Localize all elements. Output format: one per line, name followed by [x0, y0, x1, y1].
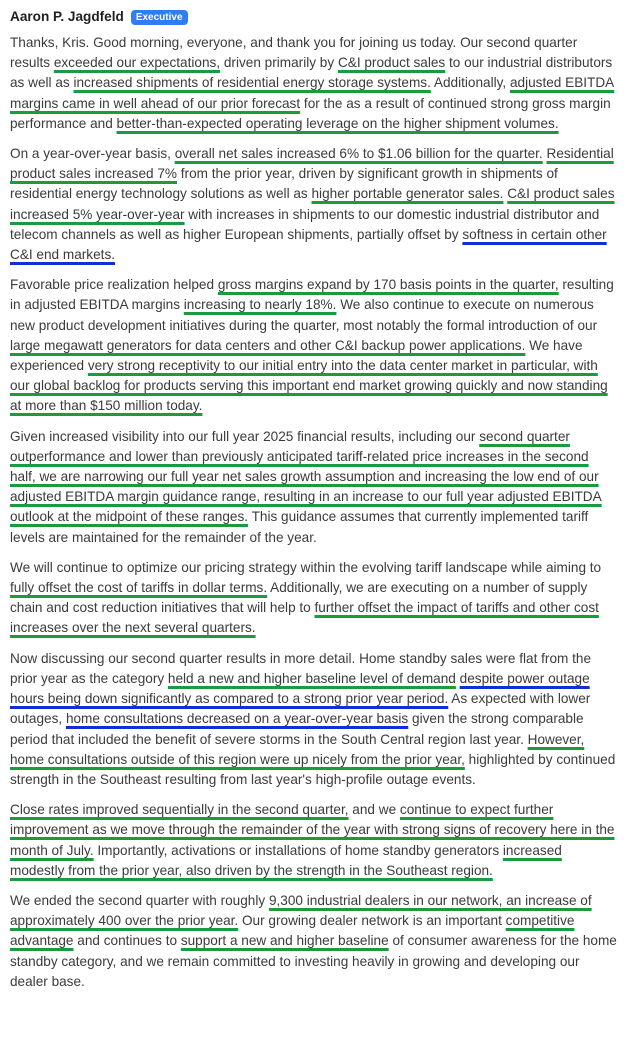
green-highlight: held a new and higher baseline level of demand — [167, 670, 456, 686]
paragraph-text: Thanks, Kris. Good morning, everyone, and thank you for joining us today. Our second quarter results — [10, 35, 578, 71]
paragraph-text: Additionally, — [430, 75, 510, 91]
paragraph-text: Favorable price realization helped — [10, 277, 218, 293]
transcript-paragraph — [10, 33, 617, 134]
green-highlight: C&I product sales — [337, 55, 446, 71]
green-highlight: higher portable generator sales. — [311, 186, 504, 202]
paragraph-text: Additionally, we are executing on a number of supply chain and cost reduction initiatives that will help to — [10, 580, 588, 616]
blue-highlight: softness in certain other C&I end markets. — [10, 226, 607, 263]
paragraph-text: driven primarily by — [220, 55, 338, 71]
green-highlight: 9,300 industrial dealers in our network, an increase of approximately 400 over the prior year. — [10, 892, 592, 929]
green-highlight: exceeded our expectations, — [53, 55, 221, 71]
paragraph-text: On a year-over-year basis, — [10, 146, 175, 162]
green-highlight: large megawatt generators for data centers and other C&I backup power applications. — [10, 337, 526, 353]
green-highlight: gross margins expand by 170 basis points in the quarter, — [217, 277, 559, 293]
paragraph-text: Our growing dealer network is an important — [238, 913, 506, 929]
speaker-name: Aaron P. Jagdfeld — [10, 8, 124, 24]
green-highlight: very strong receptivity to our initial entry into the data center market in particular, with our global backlog for products serving this important end market growing quickly and now standing at more than $150 million today. — [10, 358, 608, 414]
green-highlight: continue to expect further improvement as we move through the remainder of the year with strong signs of recovery here in the month of July. — [10, 802, 615, 858]
speaker-header — [10, 8, 617, 26]
green-highlight: adjusted EBITDA margins came in well ahead of our prior forecast — [10, 75, 615, 111]
transcript-paragraph — [10, 275, 617, 416]
transcript-body — [10, 33, 617, 992]
blue-highlight: despite power outage hours being down significantly as compared to a strong prior year period. — [10, 670, 590, 707]
paragraph-text: highlighted by continued strength in the Southeast resulting from last year's high-profile outage events. — [10, 751, 616, 787]
role-badge: Executive — [131, 10, 188, 25]
green-highlight: further offset the impact of tariffs and other cost increases over the next several quarters. — [10, 600, 599, 636]
paragraph-text: We have experienced — [10, 337, 583, 374]
transcript-paragraph — [10, 144, 617, 265]
transcript-paragraph — [10, 891, 617, 992]
green-highlight: increasing to nearly 18%. — [183, 297, 337, 313]
paragraph-text: with increases in shipments to our domestic industrial distributor and telecom channels as well as higher European shipments, partially offset by — [10, 206, 600, 242]
paragraph-text: of consumer awareness for the home standby category, and we remain committed to investing heavily in growing and developing our dealer base. — [10, 933, 617, 989]
green-highlight: fully offset the cost of tariffs in dollar terms. — [10, 580, 268, 596]
paragraph-text: We also continue to execute on numerous new product development initiatives during the quarter, most notably the formal introduction of our — [10, 297, 598, 333]
paragraph-text: Importantly, activations or installations of home standby generators — [93, 842, 503, 858]
green-highlight: second quarter outperformance and lower than previously anticipated tariff-related price increases in the second half, we are narrowing our full year net sales growth assumption and increasing the low end of our adjusted EBITDA margin guidance range, resulting in an increase to our full year adjusted EBITDA outlook at the midpoint of these ranges. — [10, 428, 602, 525]
transcript-paragraph — [10, 427, 617, 548]
green-highlight: overall net sales increased 6% to $1.06 billion for the quarter. — [174, 146, 543, 162]
paragraph-text: As expected with lower outages, — [10, 691, 591, 727]
green-highlight: competitive advantage — [10, 913, 575, 949]
paragraph-text: We will continue to optimize our pricing strategy within the evolving tariff landscape while aiming to — [10, 559, 602, 575]
paragraph-text: to our industrial distributors as well as — [10, 55, 613, 91]
paragraph-text: for the as a result of continued strong gross margin performance and — [10, 95, 611, 131]
paragraph-text: This guidance assumes that currently implemented tariff levels are maintained for the remainder of the year. — [10, 509, 589, 545]
paragraph-text: We ended the second quarter with roughly — [10, 892, 269, 908]
green-highlight: C&I product sales increased 5% year-over-year — [10, 186, 615, 222]
green-highlight: better-than-expected operating leverage on the higher shipment volumes. — [116, 115, 559, 131]
transcript-paragraph — [10, 649, 617, 790]
green-highlight: However, home consultations outside of this region were up nicely from the prior year, — [10, 731, 585, 767]
green-highlight: increased modestly from the prior year, also driven by the strength in the Southeast region. — [10, 842, 562, 878]
paragraph-text: Now discussing our second quarter results in more detail. Home standby sales were flat from the prior year as the category — [10, 650, 592, 686]
paragraph-text: and continues to — [73, 933, 181, 949]
paragraph-text: from the prior year, driven by significant growth in shipments of residential energy technology solutions as well as — [10, 166, 558, 202]
green-highlight: increased shipments of residential energy storage systems. — [73, 75, 431, 91]
green-highlight: Residential product sales increased 7% — [10, 146, 614, 182]
paragraph-text: Given increased visibility into our full year 2025 financial results, including our — [10, 428, 480, 444]
paragraph-text: and we — [348, 802, 400, 818]
transcript-paragraph — [10, 800, 617, 881]
paragraph-text: given the strong comparable period that included the benefit of severe storms in the South Central region last year. — [10, 711, 584, 747]
paragraph-text: resulting in adjusted EBITDA margins — [10, 277, 614, 313]
transcript-paragraph — [10, 558, 617, 639]
green-highlight: Close rates improved sequentially in the second quarter, — [10, 802, 349, 818]
blue-highlight: home consultations decreased on a year-over-year basis — [65, 711, 409, 727]
green-highlight: support a new and higher baseline — [180, 933, 389, 949]
